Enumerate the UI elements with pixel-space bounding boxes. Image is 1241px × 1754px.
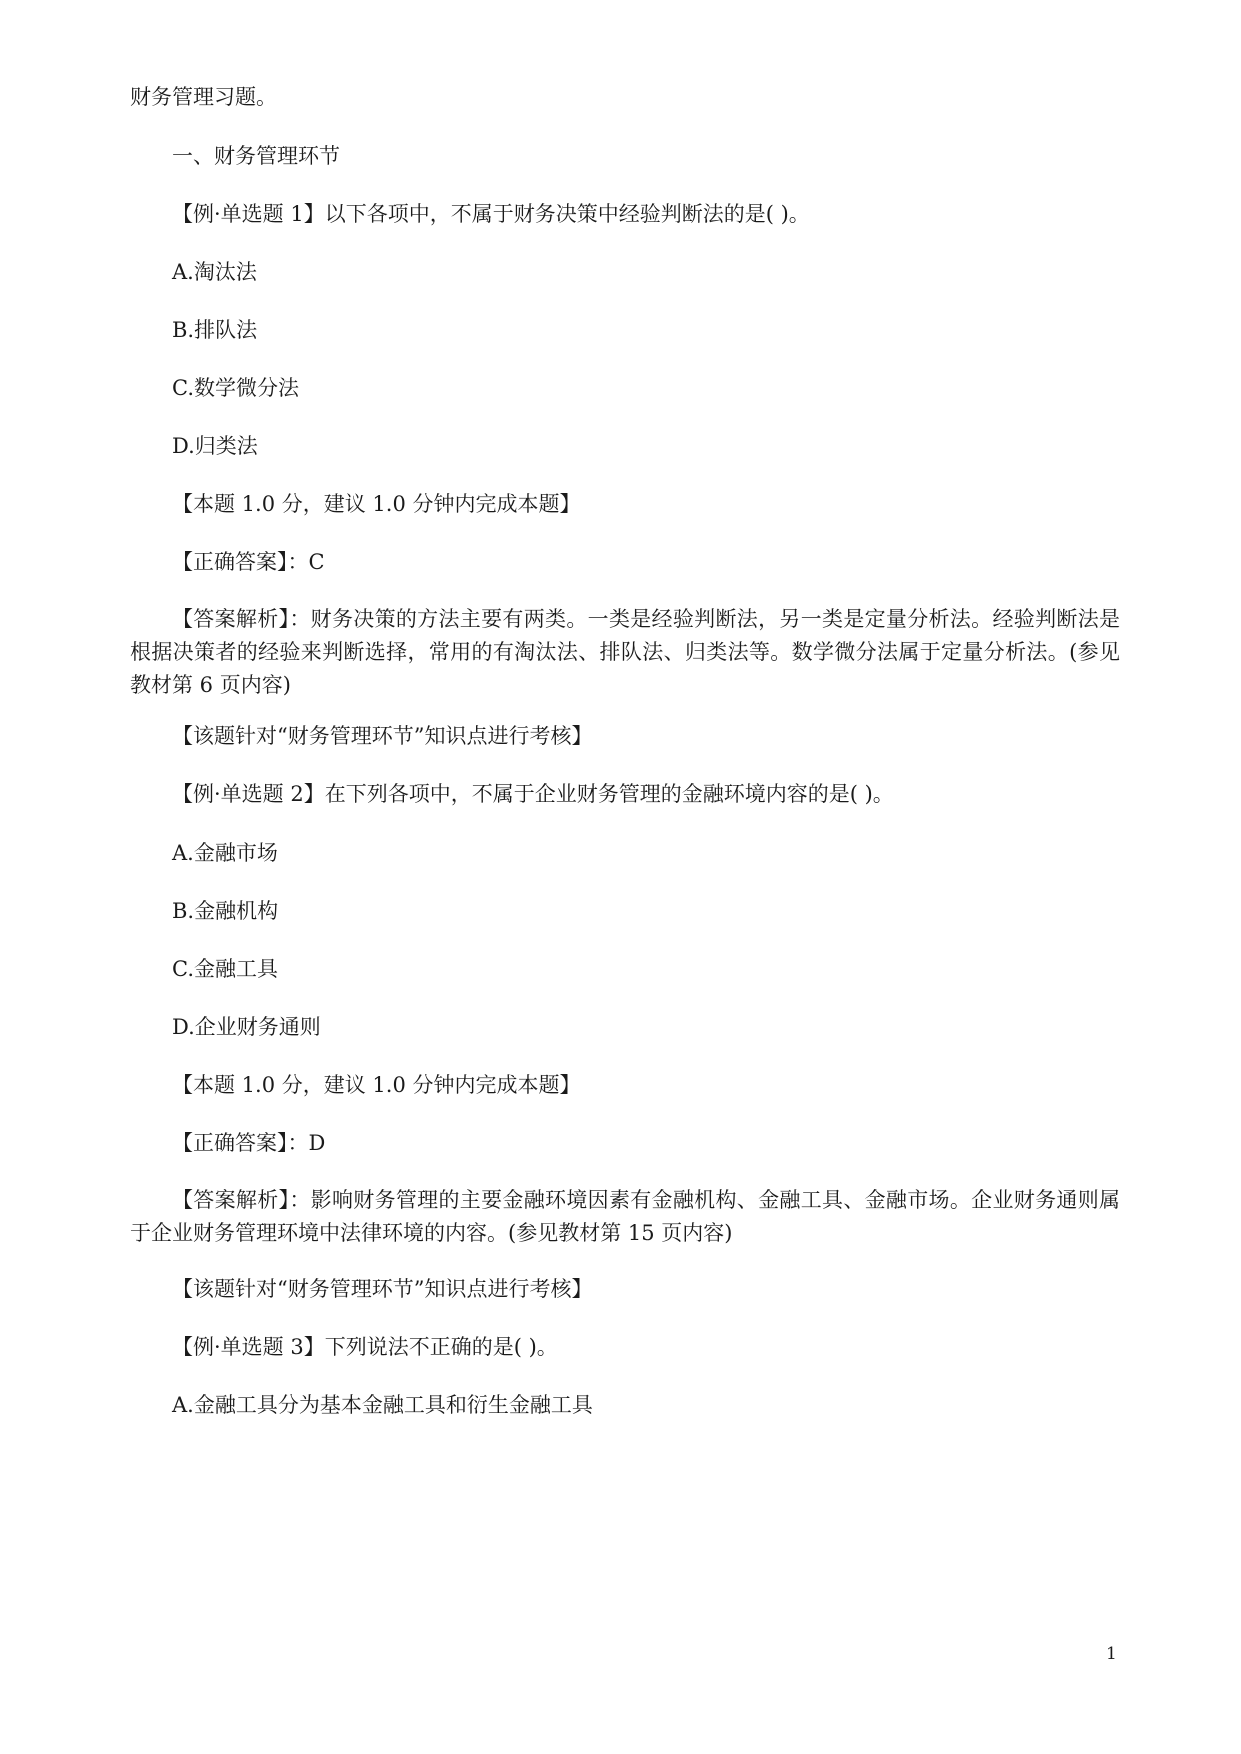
question-1-analysis: 【答案解析】：财务决策的方法主要有两类。一类是经验判断法，另一类是定量分析法。经验判断法是根据决策者的经验来判断选择，常用的有淘汰法、排队法、归类法等。数学微分法属于定量分析法。(参见教材第 6 页内容) xyxy=(130,607,1120,697)
question-2-option-b: B.金融机构 xyxy=(172,899,279,923)
document-title: 财务管理习题。 xyxy=(130,85,277,109)
question-1-answer: 【正确答案】：C xyxy=(172,550,325,574)
question-2-analysis: 【答案解析】：影响财务管理的主要金融环境因素有金融机构、金融工具、金融市场。企业财务通则属于企业财务管理环境中法律环境的内容。(参见教材第 15 页内容) xyxy=(130,1188,1120,1245)
section-heading: 一、财务管理环节 xyxy=(172,144,340,168)
question-2-stem: 【例·单选题 2】在下列各项中，不属于企业财务管理的金融环境内容的是( )。 xyxy=(172,782,894,806)
question-1-option-d: D.归类法 xyxy=(172,434,258,458)
question-1-score: 【本题 1.0 分，建议 1.0 分钟内完成本题】 xyxy=(172,492,581,516)
question-2-option-d: D.企业财务通则 xyxy=(172,1015,321,1039)
question-1-stem: 【例·单选题 1】以下各项中，不属于财务决策中经验判断法的是( )。 xyxy=(172,202,810,226)
question-2-score: 【本题 1.0 分，建议 1.0 分钟内完成本题】 xyxy=(172,1073,581,1097)
page-number: 1 xyxy=(1106,1644,1117,1664)
question-1-topic: 【该题针对“财务管理环节”知识点进行考核】 xyxy=(172,724,593,748)
question-2-option-a: A.金融市场 xyxy=(172,841,278,865)
question-2-answer: 【正确答案】：D xyxy=(172,1131,326,1155)
question-2-option-c: C.金融工具 xyxy=(172,957,278,981)
question-1-option-a: A.淘汰法 xyxy=(172,260,257,284)
question-3-stem: 【例·单选题 3】下列说法不正确的是( )。 xyxy=(172,1335,558,1359)
question-2-topic: 【该题针对“财务管理环节”知识点进行考核】 xyxy=(172,1277,593,1301)
question-3-option-a: A.金融工具分为基本金融工具和衍生金融工具 xyxy=(172,1393,593,1417)
question-1-option-b: B.排队法 xyxy=(172,318,258,342)
question-1-option-c: C.数学微分法 xyxy=(172,376,299,400)
